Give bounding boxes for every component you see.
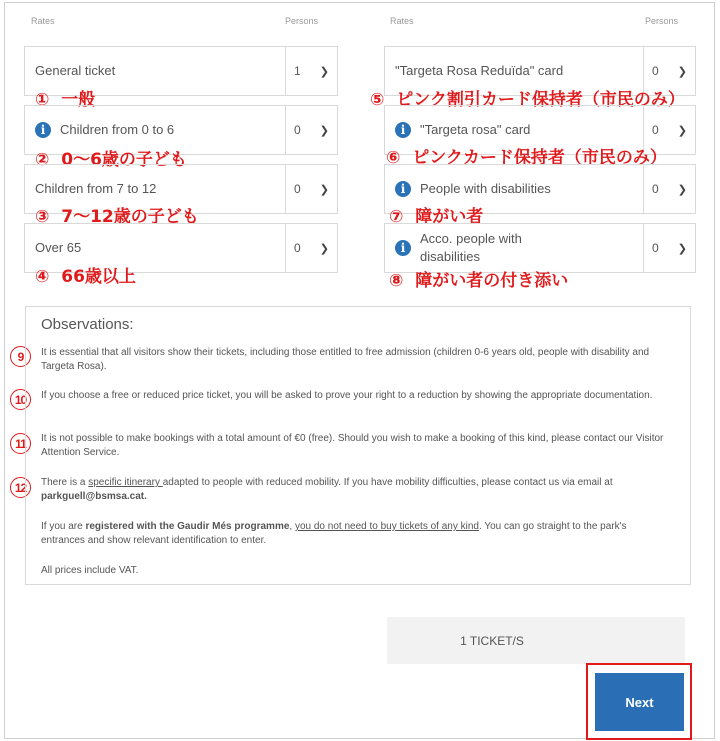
annotation-6: ⑥ ピンクカード保持者（市民のみ）	[386, 148, 667, 168]
next-button[interactable]: Next	[595, 673, 684, 731]
rate-label: General ticket	[35, 63, 116, 78]
annotation-9: 9	[10, 346, 31, 367]
persons-value: 1	[294, 64, 301, 78]
annotation-11: 11	[10, 433, 31, 454]
annotation-8: ⑧ 障がい者の付き添い	[389, 271, 569, 291]
observation-reduced-mobility: There is a specific itinerary adapted to people with reduced mobility. If you have mobility difficulties, please contact us via email at parkguell@bsmsa.cat.	[41, 477, 613, 502]
info-icon[interactable]: i	[35, 122, 51, 138]
persons-select-acco-people-with-disabilities[interactable]	[643, 224, 695, 272]
next-button-highlight	[586, 663, 692, 740]
persons-value: 0	[294, 182, 301, 196]
chevron-down-icon: ❯	[677, 65, 687, 78]
persons-value: 0	[652, 241, 659, 255]
specific-itinerary-link[interactable]: specific itinerary	[88, 477, 163, 488]
observation-reduced-price: If you choose a free or reduced price ticket, you will be asked to prove your right to a reduction by showing the appropriate documentation.	[41, 390, 653, 401]
persons-value: 0	[652, 64, 659, 78]
rate-label: Children from 0 to 6	[60, 122, 175, 137]
rate-label: People with disabilities	[420, 181, 551, 196]
observation-tickets: It is essential that all visitors show their tickets, including those entitled to free admission (children 0-6 years old, people with disability and Targeta Rosa).	[41, 347, 650, 372]
right-rates-header: Rates	[390, 16, 414, 26]
rate-label: Children from 7 to 12	[35, 181, 157, 196]
rate-label: "Targeta Rosa Reduïda" card	[395, 63, 564, 78]
persons-select-children-0-6[interactable]	[285, 106, 337, 154]
persons-value: 0	[294, 123, 301, 137]
chevron-down-icon: ❯	[677, 124, 687, 137]
annotation-7: ⑦ 障がい者	[389, 207, 484, 227]
annotation-5: ⑤ ピンク割引カード保持者（市民のみ）	[370, 90, 685, 110]
observations-title: Observations:	[41, 316, 134, 333]
persons-value: 0	[294, 241, 301, 255]
rate-label: "Targeta rosa" card	[420, 122, 531, 137]
info-icon[interactable]: i	[395, 181, 411, 197]
observations-panel	[25, 306, 691, 585]
left-persons-header: Persons	[285, 16, 319, 26]
right-persons-header: Persons	[645, 16, 679, 26]
ticket-summary	[387, 617, 685, 664]
left-rates-header: Rates	[31, 16, 55, 26]
persons-value: 0	[652, 182, 659, 196]
annotation-1: ① 一般	[35, 90, 96, 110]
observation-free-booking: It is not possible to make bookings with a total amount of €0 (free). Should you wish to make a booking of this kind, please contact our Visitor Attention Service.	[41, 433, 664, 458]
chevron-down-icon: ❯	[319, 124, 329, 137]
annotation-2: ② 0～6歳の子ども	[35, 150, 187, 170]
observation-gaudir-mes: If you are registered with the Gaudir Més programme, you do not need to buy tickets of any kind. You can go straight to the park's entrances and show relevant identification to enter.	[41, 521, 627, 546]
persons-select-children-7-12[interactable]	[285, 165, 337, 213]
annotation-12: 12	[10, 477, 31, 498]
no-tickets-needed-link[interactable]: you do not need to buy tickets of any kind	[294, 521, 479, 532]
rate-label: Acco. people with disabilities	[420, 231, 522, 264]
observation-vat: All prices include VAT.	[41, 565, 139, 576]
annotation-4: ④ 66歳以上	[35, 267, 136, 287]
contact-email[interactable]: parkguell@bsmsa.cat.	[41, 491, 147, 502]
info-icon[interactable]: i	[395, 240, 411, 256]
persons-select-over-65[interactable]	[285, 224, 337, 272]
chevron-down-icon: ❯	[677, 183, 687, 196]
annotation-10: 10	[10, 389, 31, 410]
persons-select-general[interactable]	[285, 47, 337, 95]
chevron-down-icon: ❯	[677, 242, 687, 255]
persons-select-people-with-disabilities[interactable]	[643, 165, 695, 213]
persons-value: 0	[652, 123, 659, 137]
chevron-down-icon: ❯	[319, 183, 329, 196]
ticket-count: 1 TICKET/S	[460, 633, 524, 648]
info-icon[interactable]: i	[395, 122, 411, 138]
annotation-3: ③ 7～12歳の子ども	[35, 207, 199, 227]
chevron-down-icon: ❯	[319, 242, 329, 255]
chevron-down-icon: ❯	[319, 65, 329, 78]
rate-label: Over 65	[35, 240, 82, 255]
